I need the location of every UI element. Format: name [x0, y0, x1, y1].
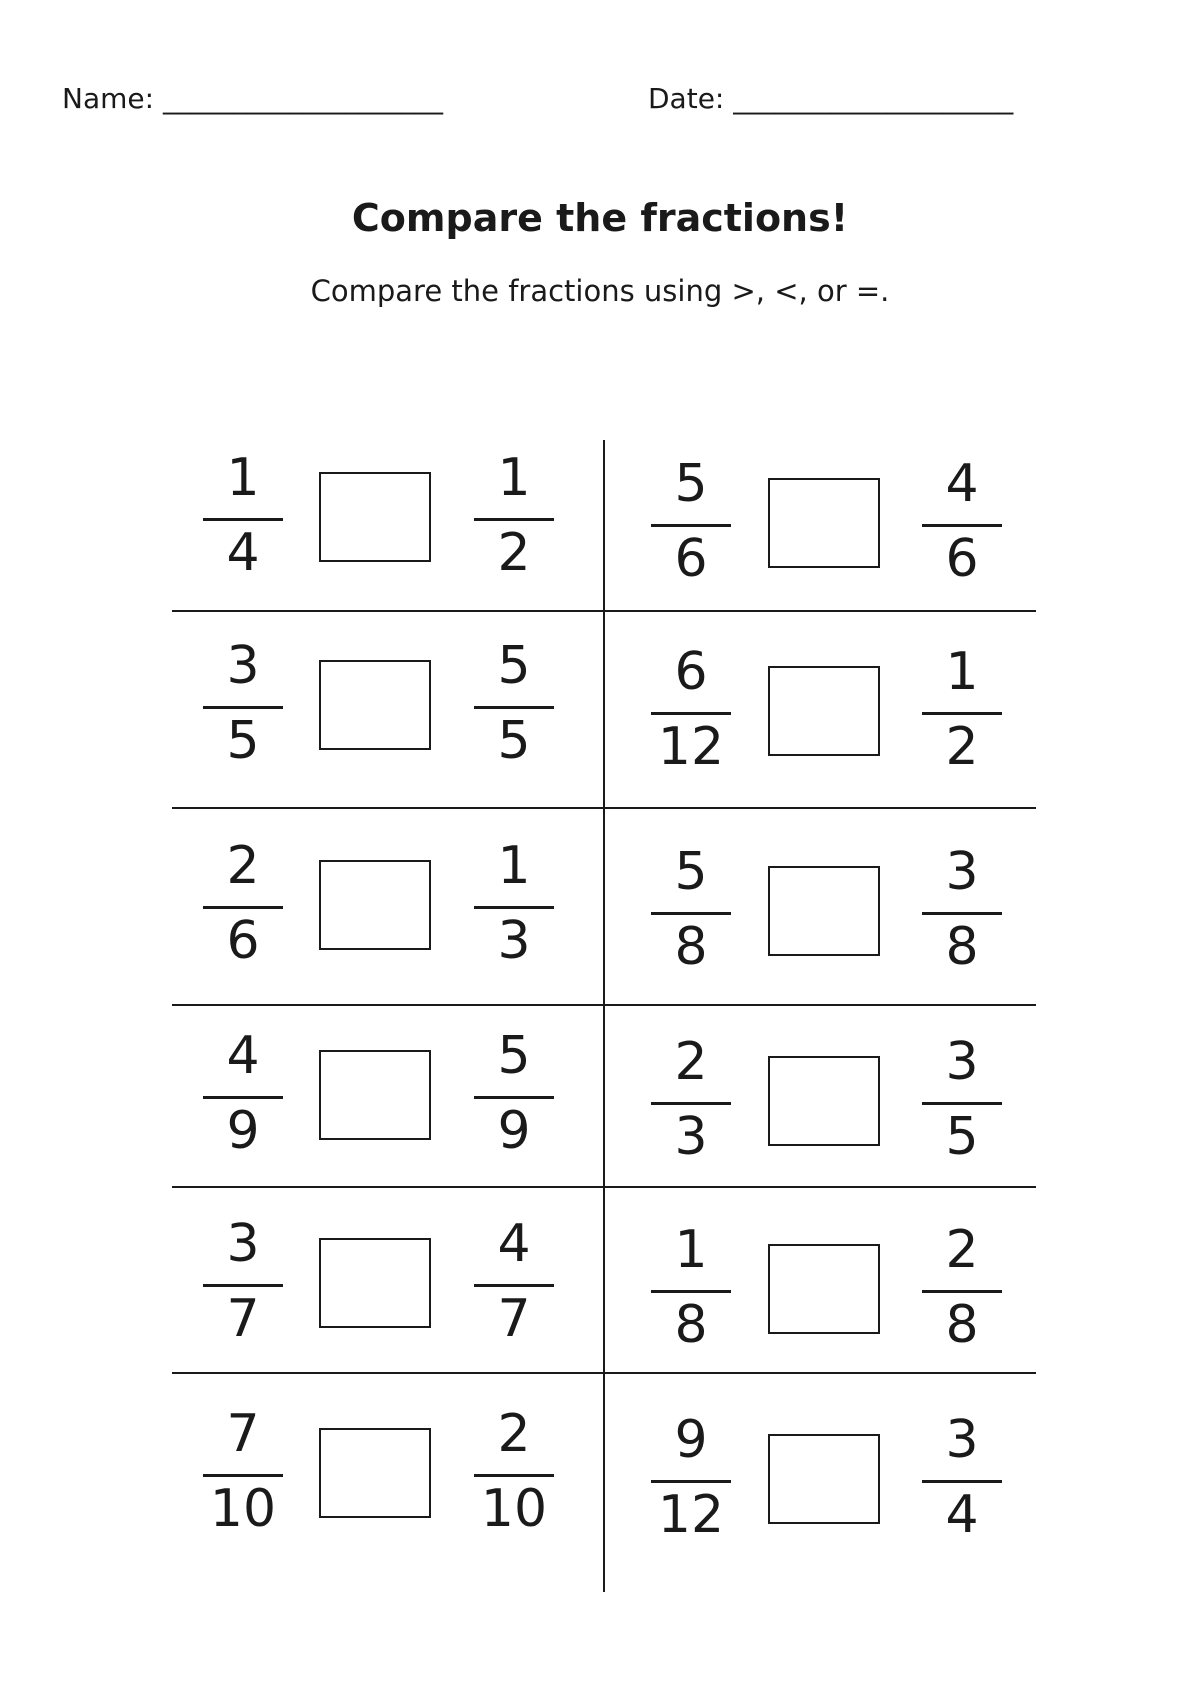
numerator: 1 — [674, 1220, 708, 1280]
answer-box[interactable] — [319, 860, 431, 950]
denominator: 8 — [674, 1295, 708, 1355]
fraction-bar — [651, 712, 731, 715]
numerator: 4 — [226, 1026, 260, 1086]
denominator: 4 — [226, 523, 260, 583]
denominator: 3 — [497, 911, 531, 971]
fraction-bar — [203, 1096, 283, 1099]
name-field[interactable]: Name: ____________________ — [62, 82, 443, 115]
numerator: 9 — [674, 1410, 708, 1470]
right-fraction — [922, 1220, 1002, 1359]
fraction-bar — [474, 906, 554, 909]
denominator: 8 — [945, 917, 979, 977]
numerator: 3 — [226, 636, 260, 696]
right-fraction — [474, 836, 554, 975]
denominator: 8 — [945, 1295, 979, 1355]
left-fraction — [651, 842, 731, 981]
numerator: 7 — [226, 1404, 260, 1464]
denominator: 12 — [657, 1485, 725, 1545]
numerator: 4 — [945, 454, 979, 514]
fraction-bar — [922, 912, 1002, 915]
right-fraction — [922, 842, 1002, 981]
left-fraction — [203, 1404, 283, 1543]
fraction-bar — [922, 712, 1002, 715]
numerator: 2 — [674, 1032, 708, 1092]
numerator: 3 — [945, 1032, 979, 1092]
fraction-bar — [651, 1480, 731, 1483]
answer-box[interactable] — [768, 666, 880, 756]
right-fraction — [922, 1032, 1002, 1171]
left-fraction — [651, 642, 731, 781]
fraction-bar — [651, 1102, 731, 1105]
worksheet-instructions: Compare the fractions using >, <, or =. — [310, 274, 890, 308]
denominator: 4 — [945, 1485, 979, 1545]
denominator: 5 — [497, 711, 531, 771]
left-fraction — [651, 454, 731, 593]
row-divider — [172, 610, 1036, 612]
numerator: 5 — [674, 454, 708, 514]
row-divider — [172, 1372, 1036, 1374]
fraction-bar — [922, 1480, 1002, 1483]
right-fraction — [474, 1026, 554, 1165]
answer-box[interactable] — [319, 472, 431, 562]
numerator: 3 — [945, 842, 979, 902]
numerator: 5 — [497, 1026, 531, 1086]
right-fraction — [922, 1410, 1002, 1549]
left-fraction — [651, 1032, 731, 1171]
right-fraction — [474, 636, 554, 775]
numerator: 1 — [945, 642, 979, 702]
left-fraction — [203, 836, 283, 975]
answer-box[interactable] — [768, 866, 880, 956]
denominator: 6 — [945, 529, 979, 589]
right-fraction — [474, 1404, 554, 1543]
left-fraction — [203, 1214, 283, 1353]
fraction-bar — [474, 1474, 554, 1477]
numerator: 6 — [674, 642, 708, 702]
right-fraction — [474, 1214, 554, 1353]
answer-box[interactable] — [319, 660, 431, 750]
date-field[interactable]: Date: ____________________ — [648, 82, 1014, 115]
answer-box[interactable] — [319, 1050, 431, 1140]
left-fraction — [203, 1026, 283, 1165]
row-divider — [172, 1004, 1036, 1006]
right-fraction — [474, 448, 554, 587]
fraction-bar — [922, 524, 1002, 527]
numerator: 5 — [497, 636, 531, 696]
numerator: 2 — [497, 1404, 531, 1464]
left-fraction — [203, 636, 283, 775]
numerator: 3 — [226, 1214, 260, 1274]
answer-box[interactable] — [768, 1434, 880, 1524]
numerator: 3 — [945, 1410, 979, 1470]
numerator: 2 — [226, 836, 260, 896]
denominator: 7 — [497, 1289, 531, 1349]
right-fraction — [922, 454, 1002, 593]
denominator: 6 — [674, 529, 708, 589]
denominator: 3 — [674, 1107, 708, 1167]
answer-box[interactable] — [768, 478, 880, 568]
numerator: 2 — [945, 1220, 979, 1280]
fraction-bar — [474, 1096, 554, 1099]
denominator: 8 — [674, 917, 708, 977]
numerator: 1 — [226, 448, 260, 508]
denominator: 2 — [945, 717, 979, 777]
answer-box[interactable] — [768, 1056, 880, 1146]
answer-box[interactable] — [319, 1238, 431, 1328]
answer-box[interactable] — [768, 1244, 880, 1334]
denominator: 2 — [497, 523, 531, 583]
fraction-bar — [651, 524, 731, 527]
worksheet-title: Compare the fractions! — [351, 196, 849, 240]
denominator: 6 — [226, 911, 260, 971]
answer-box[interactable] — [319, 1428, 431, 1518]
numerator: 1 — [497, 836, 531, 896]
denominator: 9 — [226, 1101, 260, 1161]
row-divider — [172, 807, 1036, 809]
denominator: 10 — [480, 1479, 548, 1539]
fraction-bar — [651, 1290, 731, 1293]
fraction-bar — [474, 518, 554, 521]
left-fraction — [651, 1220, 731, 1359]
denominator: 5 — [226, 711, 260, 771]
numerator: 5 — [674, 842, 708, 902]
fraction-bar — [203, 1284, 283, 1287]
left-fraction — [651, 1410, 731, 1549]
fraction-bar — [922, 1102, 1002, 1105]
denominator: 5 — [945, 1107, 979, 1167]
numerator: 1 — [497, 448, 531, 508]
fraction-bar — [203, 706, 283, 709]
denominator: 7 — [226, 1289, 260, 1349]
fraction-bar — [474, 706, 554, 709]
denominator: 12 — [657, 717, 725, 777]
fraction-bar — [922, 1290, 1002, 1293]
numerator: 4 — [497, 1214, 531, 1274]
denominator: 9 — [497, 1101, 531, 1161]
fraction-bar — [474, 1284, 554, 1287]
fraction-bar — [651, 912, 731, 915]
fraction-bar — [203, 1474, 283, 1477]
right-fraction — [922, 642, 1002, 781]
fraction-bar — [203, 518, 283, 521]
column-divider — [603, 440, 605, 1592]
denominator: 10 — [209, 1479, 277, 1539]
fraction-bar — [203, 906, 283, 909]
row-divider — [172, 1186, 1036, 1188]
left-fraction — [203, 448, 283, 587]
